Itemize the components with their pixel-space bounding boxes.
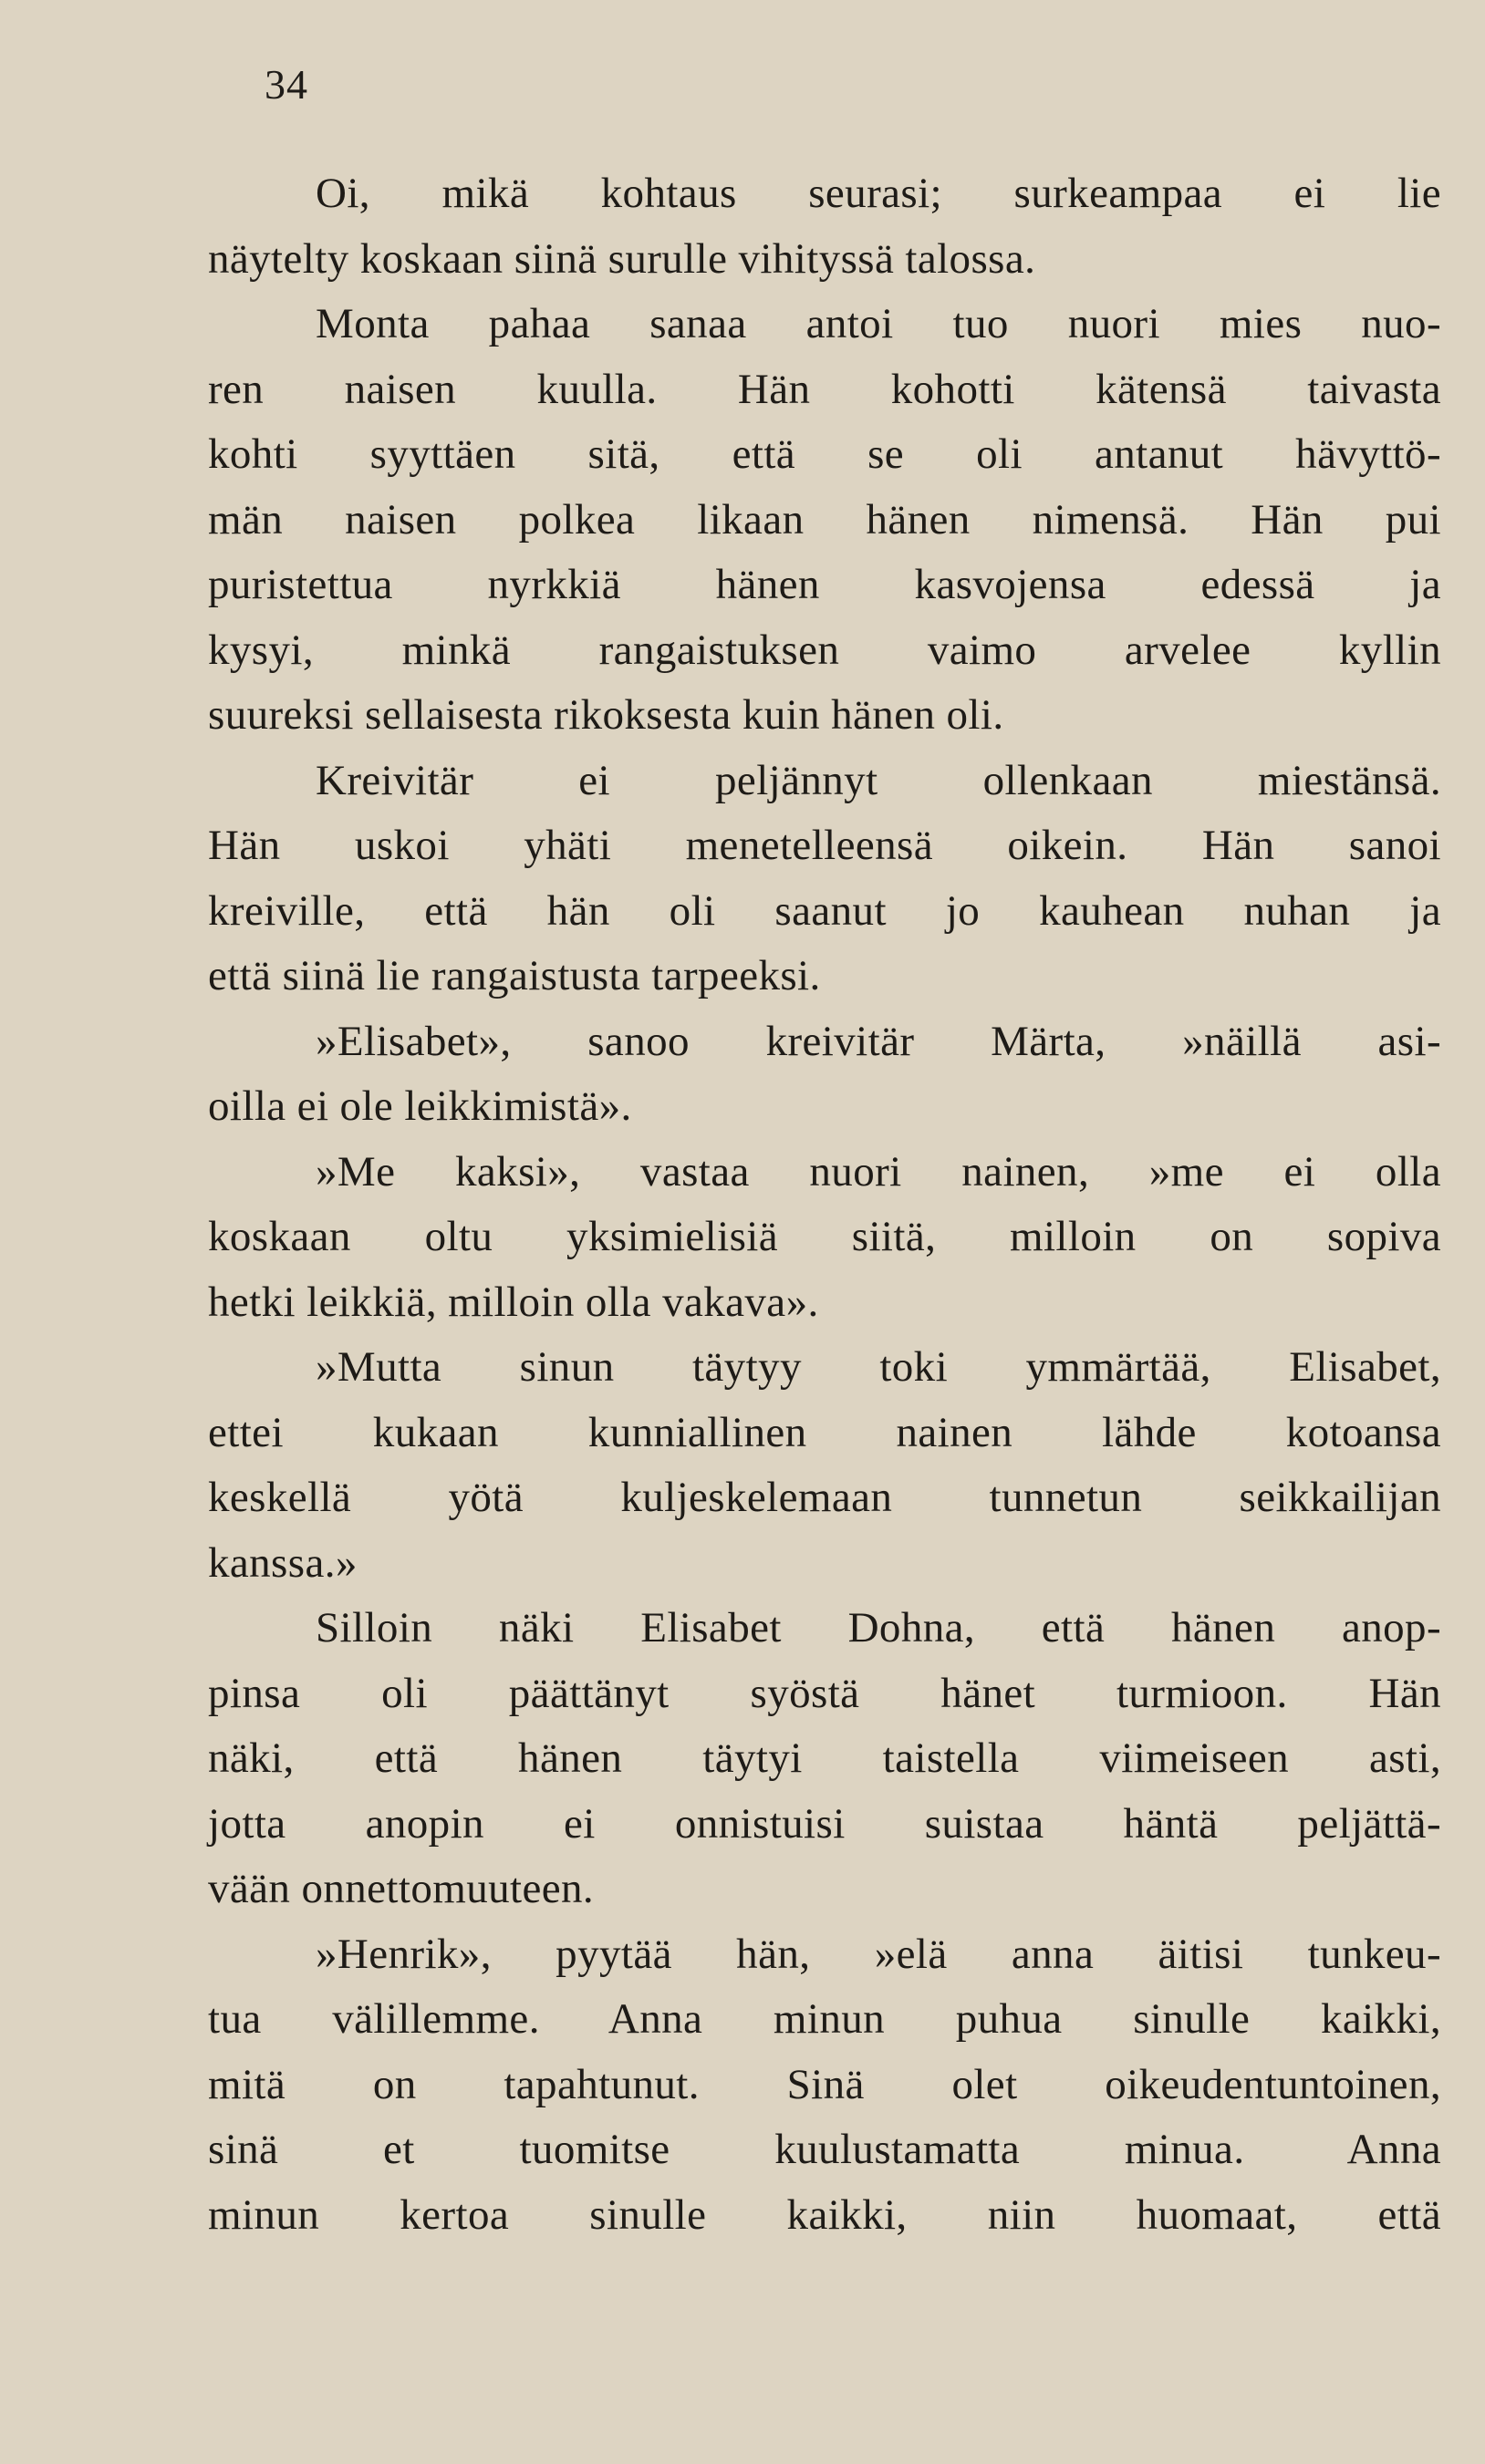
text-line: pinsa oli päättänyt syöstä hänet turmioon. Hän (208, 1669, 1441, 1717)
text-line: koskaan oltu yksimielisiä siitä, milloin on sopiva (208, 1213, 1441, 1260)
body-text (208, 161, 1441, 2248)
text-line: jotta anopin ei onnistuisi suistaa häntä peljättä- (208, 1799, 1441, 1848)
text-line: tua välillemme. Anna minun puhua sinulle kaikki, (208, 1995, 1441, 2043)
text-line: Kreivitär ei peljännyt ollenkaan miestänsä. (316, 756, 1441, 804)
text-line: ren naisen kuulla. Hän kohotti kätensä taivasta (208, 365, 1441, 413)
text-line: kohti syyttäen sitä, että se oli antanut hävyttö- (208, 430, 1441, 478)
text-line: vään onnettomuuteen. (208, 1865, 595, 1912)
text-line: keskellä yötä kuljeskelemaan tunnetun seikkailijan (208, 1474, 1441, 1521)
text-line: Silloin näki Elisabet Dohna, että hänen anop- (316, 1604, 1441, 1651)
text-line: hetki leikkiä, milloin olla vakava». (208, 1278, 819, 1326)
text-line: mitä on tapahtunut. Sinä olet oikeudentuntoinen, (208, 2060, 1441, 2108)
text-line: minun kertoa sinulle kaikki, niin huomaat, että (208, 2190, 1441, 2239)
text-line: män naisen polkea likaan hänen nimensä. Hän pui (208, 495, 1441, 544)
text-line: »Henrik», pyytää hän, »elä anna äitisi tunkeu- (316, 1930, 1441, 1978)
text-line: kreiville, että hän oli saanut jo kauhean nuhan ja (208, 886, 1441, 935)
text-line: Monta pahaa sanaa antoi tuo nuori mies nuo- (316, 300, 1441, 347)
text-line: ettei kukaan kunniallinen nainen lähde kotoansa (208, 1408, 1441, 1456)
text-line: suureksi sellaisesta rikoksesta kuin hänen oli. (208, 691, 1004, 739)
text-line: »Mutta sinun täytyy toki ymmärtää, Elisabet, (316, 1343, 1441, 1391)
text-line: puristettua nyrkkiä hänen kasvojensa edessä ja (208, 561, 1441, 608)
text-line: sinä et tuomitse kuulustamatta minua. Anna (208, 2126, 1441, 2173)
text-line: kysyi, minkä rangaistuksen vaimo arvelee kyllin (208, 626, 1441, 674)
text-line: oilla ei ole leikkimistä». (208, 1082, 632, 1130)
text-line: »Elisabet», sanoo kreivitär Märta, »näillä asi- (316, 1017, 1441, 1065)
page-number: 34 (265, 61, 308, 108)
text-line: näki, että hänen täytyi taistella viimeiseen asti, (208, 1734, 1441, 1782)
text-line: Hän uskoi yhäti menetelleensä oikein. Hän sanoi (208, 822, 1441, 869)
text-line: kanssa.» (208, 1538, 358, 1587)
text-line: »Me kaksi», vastaa nuori nainen, »me ei olla (316, 1147, 1441, 1196)
text-line: Oi, mikä kohtaus seurasi; surkeampaa ei lie (316, 170, 1441, 217)
text-line: että siinä lie rangaistusta tarpeeksi. (208, 952, 821, 999)
text-line: näytelty koskaan siinä surulle vihityssä talossa. (208, 234, 1036, 283)
